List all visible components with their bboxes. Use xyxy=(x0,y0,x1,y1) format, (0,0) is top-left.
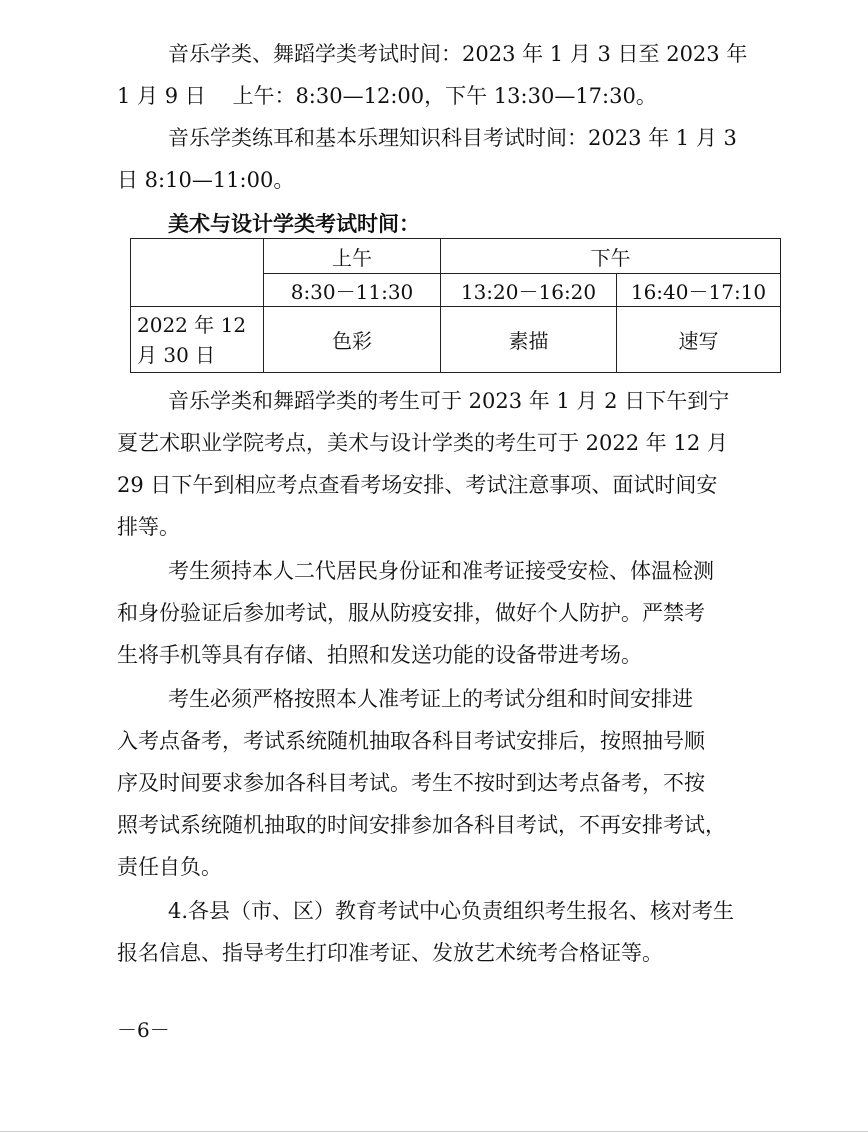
time-slot-1: 8:30－11:30 xyxy=(264,274,441,307)
schedule-notice-line-1: 考生必须严格按照本人准考证上的考试分组和时间安排进 xyxy=(168,687,693,711)
subject-color: 色彩 xyxy=(264,307,441,373)
subject-quick-sketch: 速写 xyxy=(617,307,781,373)
id-notice-line-2: 和身份验证后参加考试，服从防疫安排，做好个人防护。严禁考 xyxy=(117,601,705,625)
music-dance-time-line-2: 1 月 9 日 上午：8:30—12:00，下午 13:30—17:30。 xyxy=(117,84,657,108)
venue-notice-line-2: 夏艺术职业学院考点，美术与设计学类的考生可于 2022 年 12 月 xyxy=(117,431,728,455)
time-slot-3: 16:40－17:10 xyxy=(617,274,781,307)
schedule-notice-line-3: 序及时间要求参加各科目考试。考生不按时到达考点备考，不按 xyxy=(117,771,705,795)
time-slot-2: 13:20－16:20 xyxy=(441,274,617,307)
art-design-heading: 美术与设计学类考试时间： xyxy=(168,212,420,236)
schedule-notice-line-4: 照考试系统随机抽取的时间安排参加各科目考试，不再安排考试， xyxy=(117,813,726,837)
schedule-notice-line-5: 责任自负。 xyxy=(117,855,222,879)
morning-header: 上午 xyxy=(264,239,441,274)
page-number: －6－ xyxy=(117,1018,170,1042)
music-dance-time-line-1: 音乐学类、舞蹈学类考试时间：2023 年 1 月 3 日至 2023 年 xyxy=(168,42,748,66)
table-row xyxy=(131,307,781,373)
music-ear-time-line-1: 音乐学类练耳和基本乐理知识科目考试时间：2023 年 1 月 3 xyxy=(168,126,737,150)
id-notice-line-3: 生将手机等具有存储、拍照和发送功能的设备带进考场。 xyxy=(117,643,642,667)
exam-date-line-2: 月 30 日 xyxy=(137,342,216,367)
afternoon-header: 下午 xyxy=(441,239,781,274)
exam-date-line-1: 2022 年 12 xyxy=(137,312,247,337)
county-duty-line-1: 4.各县（市、区）教育考试中心负责组织考生报名、核对考生 xyxy=(168,899,735,923)
venue-notice-line-1: 音乐学类和舞蹈学类的考生可于 2023 年 1 月 2 日下午到宁 xyxy=(168,389,730,413)
subject-sketch: 素描 xyxy=(441,307,617,373)
page-bottom-divider xyxy=(0,1131,868,1132)
table-row xyxy=(131,239,781,274)
music-ear-time-line-2: 日 8:10—11:00。 xyxy=(117,168,295,192)
exam-date-cell xyxy=(131,307,264,373)
table-corner-cell xyxy=(131,239,264,307)
venue-notice-line-4: 排等。 xyxy=(117,515,180,539)
schedule-notice-line-2: 入考点备考，考试系统随机抽取各科目考试安排后，按照抽号顺 xyxy=(117,729,705,753)
art-exam-schedule-table xyxy=(130,238,781,373)
county-duty-line-2: 报名信息、指导考生打印准考证、发放艺术统考合格证等。 xyxy=(117,941,663,965)
venue-notice-line-3: 29 日下午到相应考点查看考场安排、考试注意事项、面试时间安 xyxy=(117,473,718,497)
id-notice-line-1: 考生须持本人二代居民身份证和准考证接受安检、体温检测 xyxy=(168,559,714,583)
